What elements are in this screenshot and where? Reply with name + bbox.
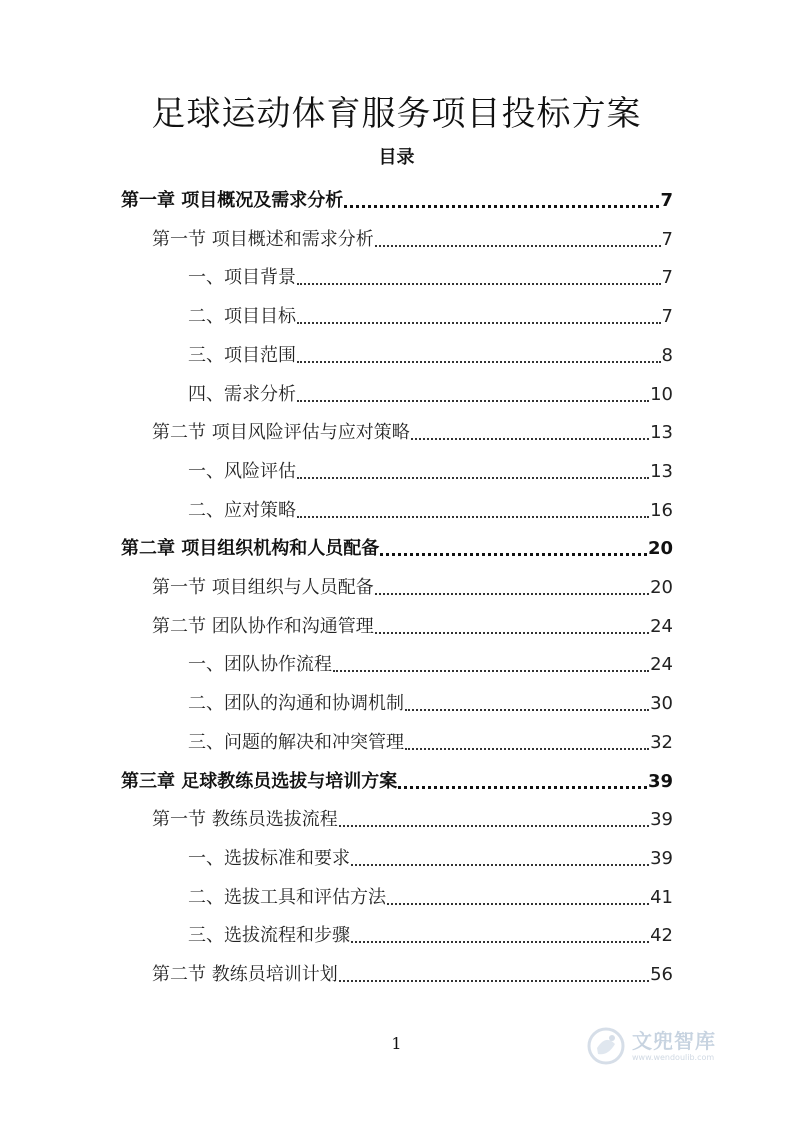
- toc-entry[interactable]: [121, 767, 673, 795]
- toc-entry[interactable]: [121, 186, 673, 214]
- toc-entry-page: 7: [661, 228, 673, 250]
- toc-entry-label: 第一节 项目组织与人员配备: [152, 577, 374, 598]
- toc-entry[interactable]: [188, 921, 673, 949]
- toc-dot-leader: [405, 748, 649, 750]
- toc-entry-label: 三、问题的解决和冲突管理: [188, 731, 404, 753]
- toc-dot-leader: [297, 322, 661, 324]
- watermark-name: 文兜智库: [632, 1029, 716, 1053]
- toc-dot-leader: [375, 245, 661, 247]
- toc-entry-label: 第二节 团队协作和沟通管理: [152, 615, 374, 637]
- toc-entry[interactable]: [188, 263, 673, 291]
- toc-entry-page: 7: [661, 306, 673, 328]
- toc-entry[interactable]: [188, 496, 673, 524]
- toc-entry-page: 20: [647, 538, 673, 560]
- toc-entry-page: 8: [661, 344, 673, 366]
- toc-entry[interactable]: [121, 534, 673, 562]
- toc-entry-page: 39: [647, 770, 673, 792]
- toc-entry-page: 32: [650, 731, 673, 753]
- toc-dot-leader: [375, 632, 649, 634]
- toc-entry[interactable]: [188, 650, 673, 678]
- toc-dot-leader: [339, 980, 649, 982]
- toc-entry-label: 第一节 教练员选拔流程: [152, 809, 338, 831]
- toc-entry-label: 一、选拔标准和要求: [188, 847, 350, 869]
- watermark: [586, 1016, 756, 1076]
- toc-entry-label: 第一节 项目概述和需求分析: [152, 228, 374, 250]
- toc-dot-leader: [398, 786, 647, 789]
- toc-entry-label: 二、项目目标: [188, 306, 296, 328]
- toc-dot-leader: [297, 361, 661, 363]
- toc-entry-label: 三、选拔流程和步骤: [188, 925, 350, 947]
- toc-entry[interactable]: [188, 844, 673, 872]
- toc-entry[interactable]: [188, 728, 673, 756]
- toc-dot-leader: [405, 709, 649, 711]
- document-title: 足球运动体育服务项目投标方案: [151, 94, 642, 134]
- toc-entry-label: 第二节 教练员培训计划: [152, 964, 338, 985]
- toc-entry[interactable]: [152, 418, 673, 446]
- toc-entry-page: 7: [660, 190, 673, 211]
- toc-entry-page: 24: [650, 615, 673, 637]
- toc-entry[interactable]: [188, 689, 673, 717]
- toc-dot-leader: [297, 400, 649, 402]
- toc-entry-page: 39: [650, 847, 673, 869]
- toc-entry[interactable]: [152, 225, 673, 253]
- toc-dot-leader: [380, 553, 647, 556]
- toc-entry[interactable]: [152, 960, 673, 988]
- toc-dot-leader: [297, 516, 649, 518]
- toc-entry[interactable]: [152, 612, 673, 640]
- toc-entry[interactable]: [188, 380, 673, 408]
- page-number: 1: [391, 1034, 402, 1053]
- toc-entry[interactable]: [188, 457, 673, 485]
- toc-heading: 目录: [378, 147, 415, 168]
- toc-entry[interactable]: [188, 341, 673, 369]
- toc-entry[interactable]: [152, 805, 673, 833]
- toc-entry-label: 一、团队协作流程: [188, 654, 332, 676]
- toc-entry-page: 10: [650, 383, 673, 405]
- toc-dot-leader: [344, 205, 659, 208]
- toc-entry-page: 41: [650, 886, 673, 908]
- toc-entry-page: 7: [661, 267, 673, 289]
- toc-entry[interactable]: [152, 573, 673, 601]
- watermark-url: www.wendoulib.com: [632, 1053, 715, 1062]
- toc-entry-label: 第二节 项目风险评估与应对策略: [152, 422, 410, 444]
- toc-entry-label: 四、需求分析: [188, 383, 296, 405]
- toc-entry-label: 二、团队的沟通和协调机制: [188, 693, 404, 715]
- toc-entry-page: 39: [650, 809, 673, 831]
- toc-entry-page: 56: [650, 964, 673, 985]
- toc-entry-page: 42: [650, 925, 673, 947]
- toc-entry-label: 第三章 足球教练员选拔与培训方案: [121, 770, 398, 792]
- toc-dot-leader: [375, 593, 649, 595]
- toc-dot-leader: [297, 477, 649, 479]
- toc-entry-page: 30: [650, 693, 673, 715]
- toc-entry-label: 第二章 项目组织机构和人员配备: [121, 538, 380, 560]
- toc-entry-label: 二、选拔工具和评估方法: [188, 886, 386, 908]
- toc-entry[interactable]: [188, 302, 673, 330]
- toc-dot-leader: [387, 903, 649, 905]
- toc-entry-label: 一、风险评估: [188, 460, 296, 482]
- toc-dot-leader: [351, 941, 649, 943]
- toc-entry-page: 24: [650, 654, 673, 676]
- toc-entry-page: 20: [650, 577, 673, 598]
- watermark-logo-icon: [586, 1026, 626, 1066]
- toc-entry[interactable]: [188, 883, 673, 911]
- toc-dot-leader: [339, 825, 649, 827]
- toc-entry-page: 13: [650, 422, 673, 444]
- toc-dot-leader: [297, 283, 661, 285]
- toc-entry-page: 16: [650, 499, 673, 521]
- toc-entry-label: 二、应对策略: [188, 499, 296, 521]
- toc-entry-label: 一、项目背景: [188, 267, 296, 289]
- toc-entry-page: 13: [650, 460, 673, 482]
- toc-dot-leader: [411, 438, 649, 440]
- toc-entry-label: 三、项目范围: [188, 344, 296, 366]
- toc-dot-leader: [351, 864, 649, 866]
- toc-entry-label: 第一章 项目概况及需求分析: [121, 190, 344, 211]
- toc-dot-leader: [333, 670, 649, 672]
